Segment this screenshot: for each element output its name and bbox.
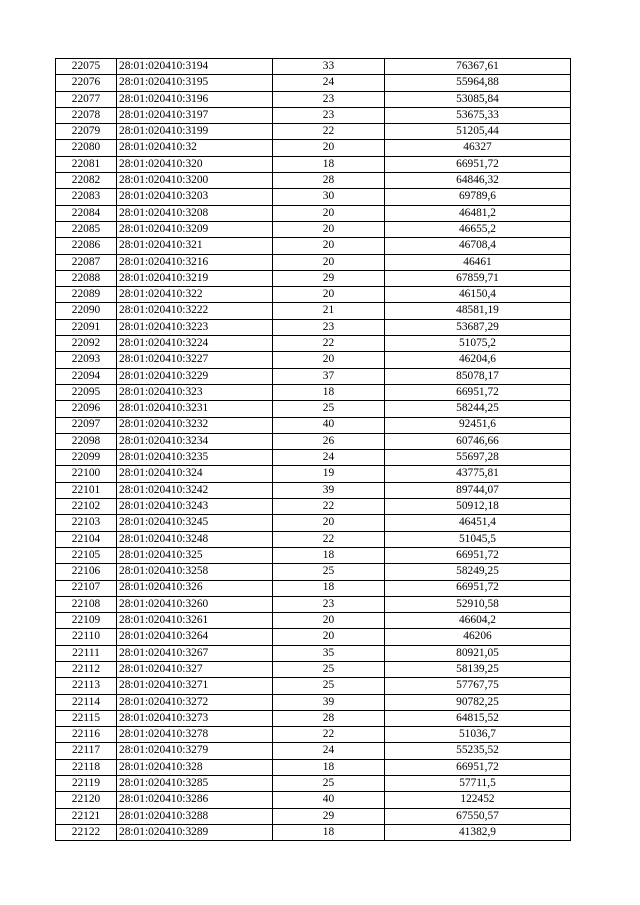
value-cell: 48581,19 [385, 303, 571, 319]
row-number-cell: 22083 [56, 189, 117, 205]
area-cell: 26 [273, 433, 385, 449]
table-row [56, 466, 571, 482]
cadastral-number-cell: 28:01:020410:3289 [117, 824, 273, 840]
table-row [56, 238, 571, 254]
area-cell: 18 [273, 759, 385, 775]
table-row [56, 270, 571, 286]
value-cell: 76367,61 [385, 59, 571, 75]
table-row [56, 205, 571, 221]
value-cell: 43775,81 [385, 466, 571, 482]
cadastral-number-cell: 28:01:020410:3197 [117, 107, 273, 123]
value-cell: 55697,28 [385, 450, 571, 466]
row-number-cell: 22082 [56, 173, 117, 189]
area-cell: 20 [273, 629, 385, 645]
value-cell: 46461 [385, 254, 571, 270]
row-number-cell: 22076 [56, 75, 117, 91]
value-cell: 66951,72 [385, 156, 571, 172]
area-cell: 20 [273, 515, 385, 531]
row-number-cell: 22110 [56, 629, 117, 645]
cadastral-number-cell: 28:01:020410:32 [117, 140, 273, 156]
area-cell: 20 [273, 140, 385, 156]
cadastral-number-cell: 28:01:020410:3209 [117, 221, 273, 237]
area-cell: 30 [273, 189, 385, 205]
row-number-cell: 22094 [56, 368, 117, 384]
value-cell: 85078,17 [385, 368, 571, 384]
table-row [56, 678, 571, 694]
value-cell: 46655,2 [385, 221, 571, 237]
row-number-cell: 22102 [56, 499, 117, 515]
area-cell: 22 [273, 499, 385, 515]
row-number-cell: 22099 [56, 450, 117, 466]
row-number-cell: 22078 [56, 107, 117, 123]
area-cell: 23 [273, 596, 385, 612]
area-cell: 23 [273, 319, 385, 335]
cadastral-number-cell: 28:01:020410:3271 [117, 678, 273, 694]
area-cell: 21 [273, 303, 385, 319]
table-row [56, 450, 571, 466]
cadastral-number-cell: 28:01:020410:3200 [117, 173, 273, 189]
row-number-cell: 22120 [56, 792, 117, 808]
cadastral-number-cell: 28:01:020410:3222 [117, 303, 273, 319]
area-cell: 25 [273, 678, 385, 694]
table-row [56, 401, 571, 417]
row-number-cell: 22122 [56, 824, 117, 840]
value-cell: 41382,9 [385, 824, 571, 840]
row-number-cell: 22112 [56, 661, 117, 677]
row-number-cell: 22119 [56, 776, 117, 792]
area-cell: 24 [273, 75, 385, 91]
value-cell: 51205,44 [385, 124, 571, 140]
value-cell: 46204,6 [385, 352, 571, 368]
cadastral-number-cell: 28:01:020410:322 [117, 287, 273, 303]
table-row [56, 140, 571, 156]
area-cell: 40 [273, 417, 385, 433]
cadastral-number-cell: 28:01:020410:3229 [117, 368, 273, 384]
table-row [56, 531, 571, 547]
table-row [56, 107, 571, 123]
table-row [56, 91, 571, 107]
cadastral-number-cell: 28:01:020410:3216 [117, 254, 273, 270]
value-cell: 51036,7 [385, 727, 571, 743]
table-row [56, 352, 571, 368]
table-row [56, 661, 571, 677]
cadastral-number-cell: 28:01:020410:3199 [117, 124, 273, 140]
value-cell: 46451,4 [385, 515, 571, 531]
table-row [56, 482, 571, 498]
value-cell: 64815,52 [385, 710, 571, 726]
data-table [55, 58, 571, 841]
value-cell: 52910,58 [385, 596, 571, 612]
cadastral-number-cell: 28:01:020410:3231 [117, 401, 273, 417]
row-number-cell: 22093 [56, 352, 117, 368]
value-cell: 69789,6 [385, 189, 571, 205]
cadastral-number-cell: 28:01:020410:3278 [117, 727, 273, 743]
cadastral-number-cell: 28:01:020410:3243 [117, 499, 273, 515]
table-body [56, 59, 571, 841]
cadastral-number-cell: 28:01:020410:3273 [117, 710, 273, 726]
row-number-cell: 22106 [56, 564, 117, 580]
row-number-cell: 22077 [56, 91, 117, 107]
value-cell: 46708,4 [385, 238, 571, 254]
cadastral-number-cell: 28:01:020410:326 [117, 580, 273, 596]
area-cell: 20 [273, 254, 385, 270]
area-cell: 20 [273, 205, 385, 221]
row-number-cell: 22113 [56, 678, 117, 694]
value-cell: 55964,88 [385, 75, 571, 91]
area-cell: 40 [273, 792, 385, 808]
table-row [56, 580, 571, 596]
cadastral-number-cell: 28:01:020410:3196 [117, 91, 273, 107]
row-number-cell: 22079 [56, 124, 117, 140]
value-cell: 46481,2 [385, 205, 571, 221]
cadastral-number-cell: 28:01:020410:3288 [117, 808, 273, 824]
area-cell: 22 [273, 336, 385, 352]
area-cell: 19 [273, 466, 385, 482]
table-row [56, 776, 571, 792]
row-number-cell: 22081 [56, 156, 117, 172]
table-row [56, 645, 571, 661]
row-number-cell: 22096 [56, 401, 117, 417]
area-cell: 25 [273, 661, 385, 677]
value-cell: 89744,07 [385, 482, 571, 498]
table-row [56, 384, 571, 400]
area-cell: 28 [273, 173, 385, 189]
value-cell: 90782,25 [385, 694, 571, 710]
area-cell: 23 [273, 107, 385, 123]
cadastral-number-cell: 28:01:020410:325 [117, 547, 273, 563]
area-cell: 18 [273, 156, 385, 172]
cadastral-number-cell: 28:01:020410:3242 [117, 482, 273, 498]
row-number-cell: 22089 [56, 287, 117, 303]
value-cell: 58244,25 [385, 401, 571, 417]
table-row [56, 336, 571, 352]
table-row [56, 727, 571, 743]
value-cell: 53085,84 [385, 91, 571, 107]
table-row [56, 824, 571, 840]
value-cell: 55235,52 [385, 743, 571, 759]
value-cell: 46206 [385, 629, 571, 645]
area-cell: 24 [273, 743, 385, 759]
row-number-cell: 22116 [56, 727, 117, 743]
cadastral-number-cell: 28:01:020410:3219 [117, 270, 273, 286]
cadastral-number-cell: 28:01:020410:3264 [117, 629, 273, 645]
row-number-cell: 22108 [56, 596, 117, 612]
table-row [56, 433, 571, 449]
cadastral-number-cell: 28:01:020410:328 [117, 759, 273, 775]
cadastral-number-cell: 28:01:020410:3194 [117, 59, 273, 75]
area-cell: 18 [273, 580, 385, 596]
table-row [56, 499, 571, 515]
row-number-cell: 22090 [56, 303, 117, 319]
area-cell: 39 [273, 694, 385, 710]
cadastral-number-cell: 28:01:020410:3261 [117, 613, 273, 629]
table-row [56, 417, 571, 433]
area-cell: 25 [273, 564, 385, 580]
value-cell: 46150,4 [385, 287, 571, 303]
cadastral-number-cell: 28:01:020410:3224 [117, 336, 273, 352]
row-number-cell: 22118 [56, 759, 117, 775]
row-number-cell: 22098 [56, 433, 117, 449]
value-cell: 92451,6 [385, 417, 571, 433]
cadastral-number-cell: 28:01:020410:3208 [117, 205, 273, 221]
value-cell: 58139,25 [385, 661, 571, 677]
row-number-cell: 22111 [56, 645, 117, 661]
row-number-cell: 22117 [56, 743, 117, 759]
table-row [56, 710, 571, 726]
area-cell: 37 [273, 368, 385, 384]
area-cell: 20 [273, 287, 385, 303]
row-number-cell: 22103 [56, 515, 117, 531]
value-cell: 80921,05 [385, 645, 571, 661]
value-cell: 46327 [385, 140, 571, 156]
cadastral-number-cell: 28:01:020410:3232 [117, 417, 273, 433]
value-cell: 53687,29 [385, 319, 571, 335]
row-number-cell: 22107 [56, 580, 117, 596]
value-cell: 53675,33 [385, 107, 571, 123]
area-cell: 22 [273, 727, 385, 743]
table-row [56, 254, 571, 270]
value-cell: 51045,5 [385, 531, 571, 547]
area-cell: 18 [273, 384, 385, 400]
row-number-cell: 22085 [56, 221, 117, 237]
cadastral-number-cell: 28:01:020410:3279 [117, 743, 273, 759]
table-row [56, 564, 571, 580]
row-number-cell: 22115 [56, 710, 117, 726]
table-row [56, 59, 571, 75]
value-cell: 122452 [385, 792, 571, 808]
area-cell: 25 [273, 401, 385, 417]
table-row [56, 173, 571, 189]
value-cell: 64846,32 [385, 173, 571, 189]
cadastral-number-cell: 28:01:020410:3245 [117, 515, 273, 531]
area-cell: 20 [273, 352, 385, 368]
table-row [56, 303, 571, 319]
cadastral-number-cell: 28:01:020410:323 [117, 384, 273, 400]
table-row [56, 124, 571, 140]
table-row [56, 75, 571, 91]
row-number-cell: 22075 [56, 59, 117, 75]
area-cell: 22 [273, 531, 385, 547]
value-cell: 66951,72 [385, 384, 571, 400]
value-cell: 66951,72 [385, 547, 571, 563]
value-cell: 57711,5 [385, 776, 571, 792]
row-number-cell: 22091 [56, 319, 117, 335]
table-row [56, 287, 571, 303]
cadastral-number-cell: 28:01:020410:3286 [117, 792, 273, 808]
table-row [56, 368, 571, 384]
cadastral-number-cell: 28:01:020410:324 [117, 466, 273, 482]
area-cell: 29 [273, 808, 385, 824]
cadastral-number-cell: 28:01:020410:3227 [117, 352, 273, 368]
value-cell: 66951,72 [385, 580, 571, 596]
table-row [56, 156, 571, 172]
area-cell: 39 [273, 482, 385, 498]
table-row [56, 759, 571, 775]
cadastral-number-cell: 28:01:020410:3195 [117, 75, 273, 91]
area-cell: 35 [273, 645, 385, 661]
cadastral-number-cell: 28:01:020410:321 [117, 238, 273, 254]
area-cell: 22 [273, 124, 385, 140]
row-number-cell: 22087 [56, 254, 117, 270]
area-cell: 20 [273, 238, 385, 254]
value-cell: 66951,72 [385, 759, 571, 775]
cadastral-number-cell: 28:01:020410:327 [117, 661, 273, 677]
cadastral-number-cell: 28:01:020410:320 [117, 156, 273, 172]
area-cell: 29 [273, 270, 385, 286]
cadastral-number-cell: 28:01:020410:3248 [117, 531, 273, 547]
area-cell: 24 [273, 450, 385, 466]
value-cell: 58249,25 [385, 564, 571, 580]
cadastral-number-cell: 28:01:020410:3258 [117, 564, 273, 580]
value-cell: 57767,75 [385, 678, 571, 694]
row-number-cell: 22088 [56, 270, 117, 286]
value-cell: 60746,66 [385, 433, 571, 449]
row-number-cell: 22097 [56, 417, 117, 433]
table-row [56, 221, 571, 237]
table-row [56, 319, 571, 335]
area-cell: 25 [273, 776, 385, 792]
cadastral-number-cell: 28:01:020410:3267 [117, 645, 273, 661]
row-number-cell: 22109 [56, 613, 117, 629]
row-number-cell: 22121 [56, 808, 117, 824]
row-number-cell: 22084 [56, 205, 117, 221]
row-number-cell: 22095 [56, 384, 117, 400]
area-cell: 33 [273, 59, 385, 75]
area-cell: 20 [273, 613, 385, 629]
cadastral-number-cell: 28:01:020410:3235 [117, 450, 273, 466]
area-cell: 23 [273, 91, 385, 107]
table-row [56, 743, 571, 759]
area-cell: 18 [273, 547, 385, 563]
table-row [56, 613, 571, 629]
area-cell: 18 [273, 824, 385, 840]
table-row [56, 694, 571, 710]
cadastral-number-cell: 28:01:020410:3203 [117, 189, 273, 205]
row-number-cell: 22101 [56, 482, 117, 498]
table-row [56, 515, 571, 531]
row-number-cell: 22100 [56, 466, 117, 482]
value-cell: 67859,71 [385, 270, 571, 286]
row-number-cell: 22114 [56, 694, 117, 710]
row-number-cell: 22104 [56, 531, 117, 547]
area-cell: 20 [273, 221, 385, 237]
value-cell: 67550,57 [385, 808, 571, 824]
area-cell: 28 [273, 710, 385, 726]
row-number-cell: 22086 [56, 238, 117, 254]
row-number-cell: 22092 [56, 336, 117, 352]
table-row [56, 596, 571, 612]
cadastral-number-cell: 28:01:020410:3272 [117, 694, 273, 710]
table-row [56, 547, 571, 563]
table-row [56, 808, 571, 824]
cadastral-number-cell: 28:01:020410:3223 [117, 319, 273, 335]
cadastral-number-cell: 28:01:020410:3234 [117, 433, 273, 449]
row-number-cell: 22080 [56, 140, 117, 156]
table-row [56, 189, 571, 205]
table-row [56, 792, 571, 808]
cadastral-number-cell: 28:01:020410:3285 [117, 776, 273, 792]
value-cell: 50912,18 [385, 499, 571, 515]
value-cell: 46604,2 [385, 613, 571, 629]
cadastral-number-cell: 28:01:020410:3260 [117, 596, 273, 612]
value-cell: 51075,2 [385, 336, 571, 352]
table-row [56, 629, 571, 645]
row-number-cell: 22105 [56, 547, 117, 563]
